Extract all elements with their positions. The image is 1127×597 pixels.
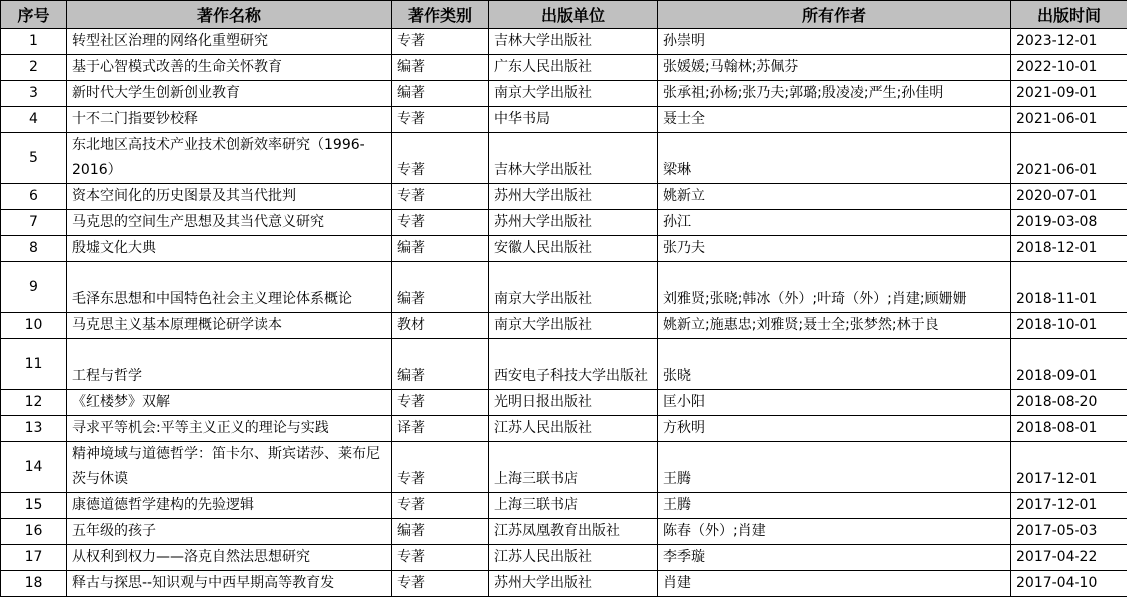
cell-publisher: 吉林大学出版社 bbox=[489, 29, 658, 55]
cell-publisher: 江苏凤凰教育出版社 bbox=[489, 519, 658, 545]
cell-index: 18 bbox=[1, 571, 67, 597]
cell-date: 2018-08-01 bbox=[1011, 416, 1127, 442]
cell-index: 9 bbox=[1, 262, 67, 313]
cell-title: 《红楼梦》双解 bbox=[67, 390, 392, 416]
cell-authors: 张晓 bbox=[658, 339, 1011, 390]
cell-authors: 李季璇 bbox=[658, 545, 1011, 571]
cell-title: 寻求平等机会:平等主义正义的理论与实践 bbox=[67, 416, 392, 442]
cell-publisher: 江苏人民出版社 bbox=[489, 416, 658, 442]
cell-category: 编著 bbox=[392, 55, 489, 81]
cell-index: 6 bbox=[1, 184, 67, 210]
cell-authors: 张承祖;孙杨;张乃夫;郭璐;殷凌凌;严生;孙佳明 bbox=[658, 81, 1011, 107]
cell-publisher: 光明日报出版社 bbox=[489, 390, 658, 416]
cell-category: 编著 bbox=[392, 236, 489, 262]
table-row bbox=[1, 55, 1127, 81]
cell-index: 1 bbox=[1, 29, 67, 55]
cell-title: 资本空间化的历史图景及其当代批判 bbox=[67, 184, 392, 210]
cell-category: 专著 bbox=[392, 29, 489, 55]
cell-title: 释古与探思--知识观与中西早期高等教育发 bbox=[67, 571, 392, 597]
cell-date: 2021-09-01 bbox=[1011, 81, 1127, 107]
cell-authors: 方秋明 bbox=[658, 416, 1011, 442]
cell-category: 编著 bbox=[392, 81, 489, 107]
table-row bbox=[1, 236, 1127, 262]
cell-title: 殷墟文化大典 bbox=[67, 236, 392, 262]
table-row bbox=[1, 262, 1127, 313]
cell-date: 2022-10-01 bbox=[1011, 55, 1127, 81]
table-row bbox=[1, 390, 1127, 416]
cell-publisher: 中华书局 bbox=[489, 107, 658, 133]
table-row bbox=[1, 184, 1127, 210]
cell-index: 14 bbox=[1, 442, 67, 493]
cell-index: 10 bbox=[1, 313, 67, 339]
cell-index: 17 bbox=[1, 545, 67, 571]
cell-index: 8 bbox=[1, 236, 67, 262]
cell-category: 专著 bbox=[392, 442, 489, 493]
cell-date: 2018-09-01 bbox=[1011, 339, 1127, 390]
cell-index: 2 bbox=[1, 55, 67, 81]
table-row bbox=[1, 210, 1127, 236]
table-row bbox=[1, 442, 1127, 493]
cell-title: 基于心智模式改善的生命关怀教育 bbox=[67, 55, 392, 81]
header-category: 著作类别 bbox=[392, 1, 489, 29]
cell-title: 康德道德哲学建构的先验逻辑 bbox=[67, 493, 392, 519]
cell-date: 2017-12-01 bbox=[1011, 493, 1127, 519]
cell-date: 2020-07-01 bbox=[1011, 184, 1127, 210]
cell-date: 2018-11-01 bbox=[1011, 262, 1127, 313]
cell-publisher: 南京大学出版社 bbox=[489, 81, 658, 107]
cell-category: 专著 bbox=[392, 390, 489, 416]
cell-index: 13 bbox=[1, 416, 67, 442]
table-row bbox=[1, 416, 1127, 442]
table-row bbox=[1, 133, 1127, 184]
header-authors: 所有作者 bbox=[658, 1, 1011, 29]
table-row bbox=[1, 107, 1127, 133]
cell-index: 15 bbox=[1, 493, 67, 519]
cell-authors: 王腾 bbox=[658, 442, 1011, 493]
cell-category: 教材 bbox=[392, 313, 489, 339]
cell-publisher: 苏州大学出版社 bbox=[489, 210, 658, 236]
cell-category: 编著 bbox=[392, 519, 489, 545]
cell-category: 专著 bbox=[392, 545, 489, 571]
table-row bbox=[1, 519, 1127, 545]
cell-title: 新时代大学生创新创业教育 bbox=[67, 81, 392, 107]
cell-title: 十不二门指要钞校释 bbox=[67, 107, 392, 133]
cell-date: 2018-08-20 bbox=[1011, 390, 1127, 416]
cell-authors: 姚新立;施惠忠;刘雅贤;聂士全;张梦然;林于良 bbox=[658, 313, 1011, 339]
cell-authors: 肖建 bbox=[658, 571, 1011, 597]
cell-index: 16 bbox=[1, 519, 67, 545]
table-row bbox=[1, 545, 1127, 571]
cell-title: 东北地区高技术产业技术创新效率研究（1996-2016） bbox=[67, 133, 392, 184]
table-row bbox=[1, 571, 1127, 597]
cell-title: 精神境域与道德哲学：笛卡尔、斯宾诺莎、莱布尼茨与休谟 bbox=[67, 442, 392, 493]
cell-date: 2017-05-03 bbox=[1011, 519, 1127, 545]
header-title: 著作名称 bbox=[67, 1, 392, 29]
cell-authors: 匡小阳 bbox=[658, 390, 1011, 416]
cell-authors: 聂士全 bbox=[658, 107, 1011, 133]
table-row bbox=[1, 81, 1127, 107]
cell-title: 马克思的空间生产思想及其当代意义研究 bbox=[67, 210, 392, 236]
cell-title: 五年级的孩子 bbox=[67, 519, 392, 545]
header-index: 序号 bbox=[1, 1, 67, 29]
cell-title: 转型社区治理的网络化重塑研究 bbox=[67, 29, 392, 55]
cell-category: 编著 bbox=[392, 262, 489, 313]
cell-authors: 张媛媛;马翰林;苏佩芬 bbox=[658, 55, 1011, 81]
cell-date: 2017-04-10 bbox=[1011, 571, 1127, 597]
cell-title: 从权利到权力——洛克自然法思想研究 bbox=[67, 545, 392, 571]
cell-publisher: 上海三联书店 bbox=[489, 442, 658, 493]
cell-index: 3 bbox=[1, 81, 67, 107]
table-row bbox=[1, 29, 1127, 55]
cell-publisher: 上海三联书店 bbox=[489, 493, 658, 519]
cell-index: 4 bbox=[1, 107, 67, 133]
cell-category: 专著 bbox=[392, 107, 489, 133]
cell-publisher: 江苏人民出版社 bbox=[489, 545, 658, 571]
cell-index: 5 bbox=[1, 133, 67, 184]
table-row bbox=[1, 493, 1127, 519]
cell-date: 2023-12-01 bbox=[1011, 29, 1127, 55]
cell-publisher: 苏州大学出版社 bbox=[489, 184, 658, 210]
cell-index: 11 bbox=[1, 339, 67, 390]
cell-category: 编著 bbox=[392, 339, 489, 390]
cell-authors: 梁琳 bbox=[658, 133, 1011, 184]
cell-category: 专著 bbox=[392, 210, 489, 236]
cell-authors: 王腾 bbox=[658, 493, 1011, 519]
cell-category: 专著 bbox=[392, 571, 489, 597]
header-row bbox=[1, 1, 1127, 29]
cell-date: 2018-12-01 bbox=[1011, 236, 1127, 262]
header-publisher: 出版单位 bbox=[489, 1, 658, 29]
cell-authors: 陈春（外）;肖建 bbox=[658, 519, 1011, 545]
cell-authors: 姚新立 bbox=[658, 184, 1011, 210]
cell-authors: 刘雅贤;张晓;韩冰（外）;叶琦（外）;肖建;顾姗姗 bbox=[658, 262, 1011, 313]
cell-authors: 孙江 bbox=[658, 210, 1011, 236]
cell-publisher: 南京大学出版社 bbox=[489, 313, 658, 339]
cell-publisher: 南京大学出版社 bbox=[489, 262, 658, 313]
cell-authors: 张乃夫 bbox=[658, 236, 1011, 262]
header-date: 出版时间 bbox=[1011, 1, 1127, 29]
cell-publisher: 西安电子科技大学出版社 bbox=[489, 339, 658, 390]
cell-authors: 孙崇明 bbox=[658, 29, 1011, 55]
cell-title: 毛泽东思想和中国特色社会主义理论体系概论 bbox=[67, 262, 392, 313]
cell-category: 专著 bbox=[392, 133, 489, 184]
cell-index: 7 bbox=[1, 210, 67, 236]
cell-title: 工程与哲学 bbox=[67, 339, 392, 390]
cell-publisher: 安徽人民出版社 bbox=[489, 236, 658, 262]
cell-category: 译著 bbox=[392, 416, 489, 442]
cell-date: 2021-06-01 bbox=[1011, 107, 1127, 133]
cell-category: 专著 bbox=[392, 184, 489, 210]
table-row bbox=[1, 339, 1127, 390]
cell-category: 专著 bbox=[392, 493, 489, 519]
cell-index: 12 bbox=[1, 390, 67, 416]
cell-publisher: 苏州大学出版社 bbox=[489, 571, 658, 597]
cell-date: 2018-10-01 bbox=[1011, 313, 1127, 339]
cell-publisher: 广东人民出版社 bbox=[489, 55, 658, 81]
cell-title: 马克思主义基本原理概论研学读本 bbox=[67, 313, 392, 339]
table-row bbox=[1, 313, 1127, 339]
cell-date: 2017-12-01 bbox=[1011, 442, 1127, 493]
cell-date: 2021-06-01 bbox=[1011, 133, 1127, 184]
cell-date: 2017-04-22 bbox=[1011, 545, 1127, 571]
cell-date: 2019-03-08 bbox=[1011, 210, 1127, 236]
cell-publisher: 吉林大学出版社 bbox=[489, 133, 658, 184]
